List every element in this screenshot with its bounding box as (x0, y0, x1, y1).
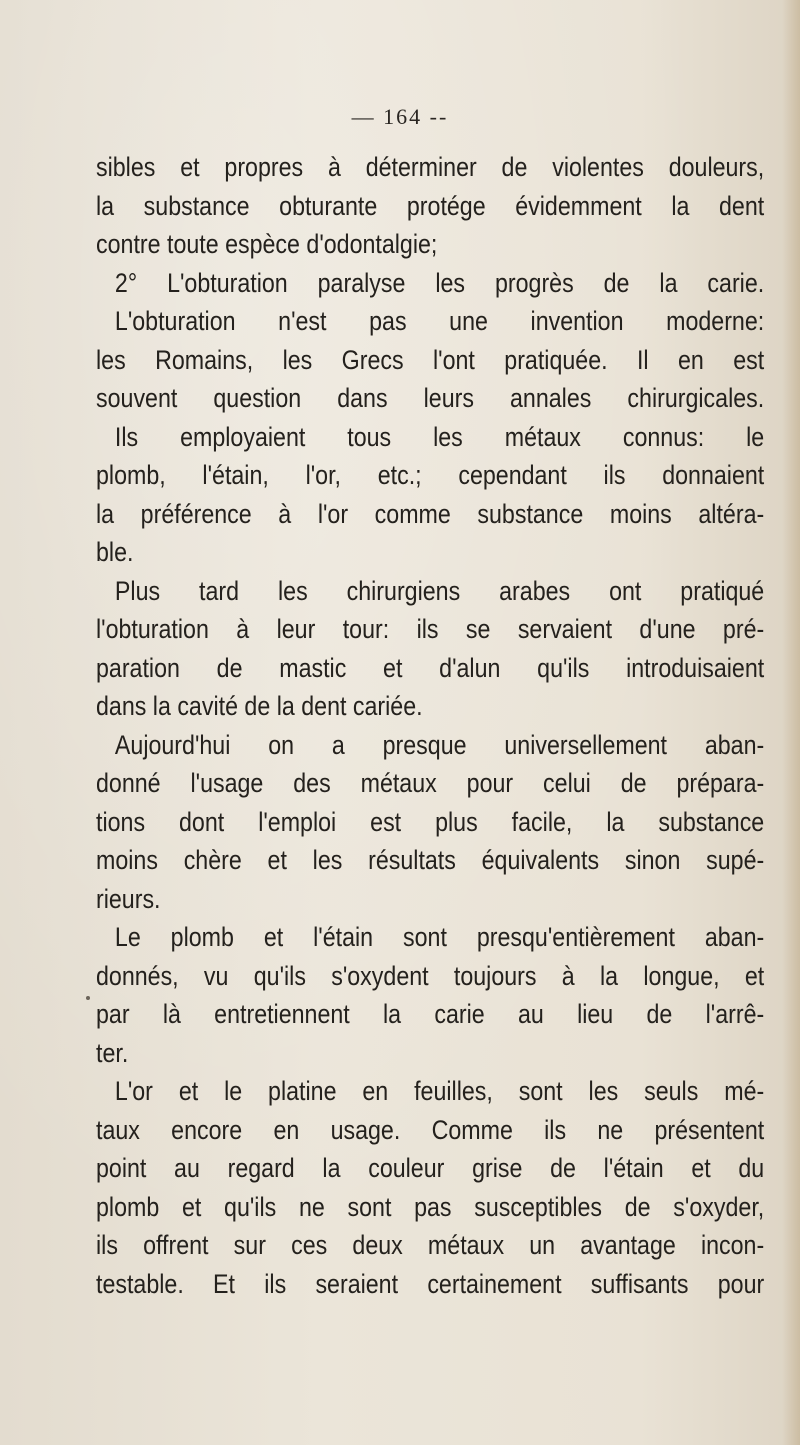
text-line: dans la cavité de la dent cariée. (96, 691, 423, 721)
text-line: Aujourd'hui on a presque universellement aban- (114, 729, 765, 760)
text-line: souvent question dans leurs annales chirurgicales. (96, 383, 765, 413)
text-line: taux encore en usage. Comme ils ne présentent (96, 1114, 765, 1145)
text-line: Ils employaient tous les métaux connus: le (114, 421, 765, 452)
text-line: plomb et qu'ils ne sont pas susceptibles de s'oxyder, (96, 1191, 765, 1222)
margin-speck (86, 996, 90, 1000)
page-edge-shadow (782, 0, 800, 1445)
text-line: point au regard la couleur grise de l'étain et du (96, 1153, 765, 1183)
text-line: l'obturation à leur tour: ils se servaient d'une pré- (96, 614, 765, 644)
text-line: ter. (96, 1037, 129, 1068)
text-line: la substance obturante protége évidemment la dent (96, 190, 765, 221)
text-line: L'or et le platine en feuilles, sont les seuls mé- (114, 1076, 765, 1106)
body-text (96, 148, 765, 1303)
text-line: tions dont l'emploi est plus facile, la substance (96, 806, 765, 837)
text-line: Plus tard les chirurgiens arabes ont pratiqué (114, 575, 765, 606)
text-line: testable. Et ils seraient certainement suffisants pour (96, 1268, 765, 1299)
page-number: — 164 -- (351, 104, 449, 129)
text-line: par là entretiennent la carie au lieu de l'arrê- (96, 999, 765, 1029)
text-line: donnés, vu qu'ils s'oxydent toujours à la longue, et (96, 960, 765, 991)
text-line: sibles et propres à déterminer de violentes douleurs, (96, 152, 765, 182)
text-line: la préférence à l'or comme substance moins altéra- (96, 498, 765, 529)
text-line: donné l'usage des métaux pour celui de prépara- (96, 768, 765, 798)
text-line: L'obturation n'est pas une invention moderne: (114, 306, 765, 336)
text-line: paration de mastic et d'alun qu'ils introduisaient (96, 652, 765, 683)
text-line: ils offrent sur ces deux métaux un avantage incon- (96, 1230, 765, 1260)
text-line: les Romains, les Grecs l'ont pratiquée. Il en est (96, 344, 765, 375)
text-line: ble. (96, 537, 134, 567)
text-line: 2° L'obturation paralyse les progrès de la carie. (114, 267, 765, 298)
text-line: rieurs. (96, 883, 161, 914)
text-line: moins chère et les résultats équivalents sinon supé- (96, 845, 765, 875)
text-line: Le plomb et l'étain sont presqu'entièrement aban- (114, 922, 765, 952)
text-line: plomb, l'étain, l'or, etc.; cependant ils donnaient (96, 460, 765, 490)
text-line: contre toute espèce d'odontalgie; (96, 229, 438, 259)
